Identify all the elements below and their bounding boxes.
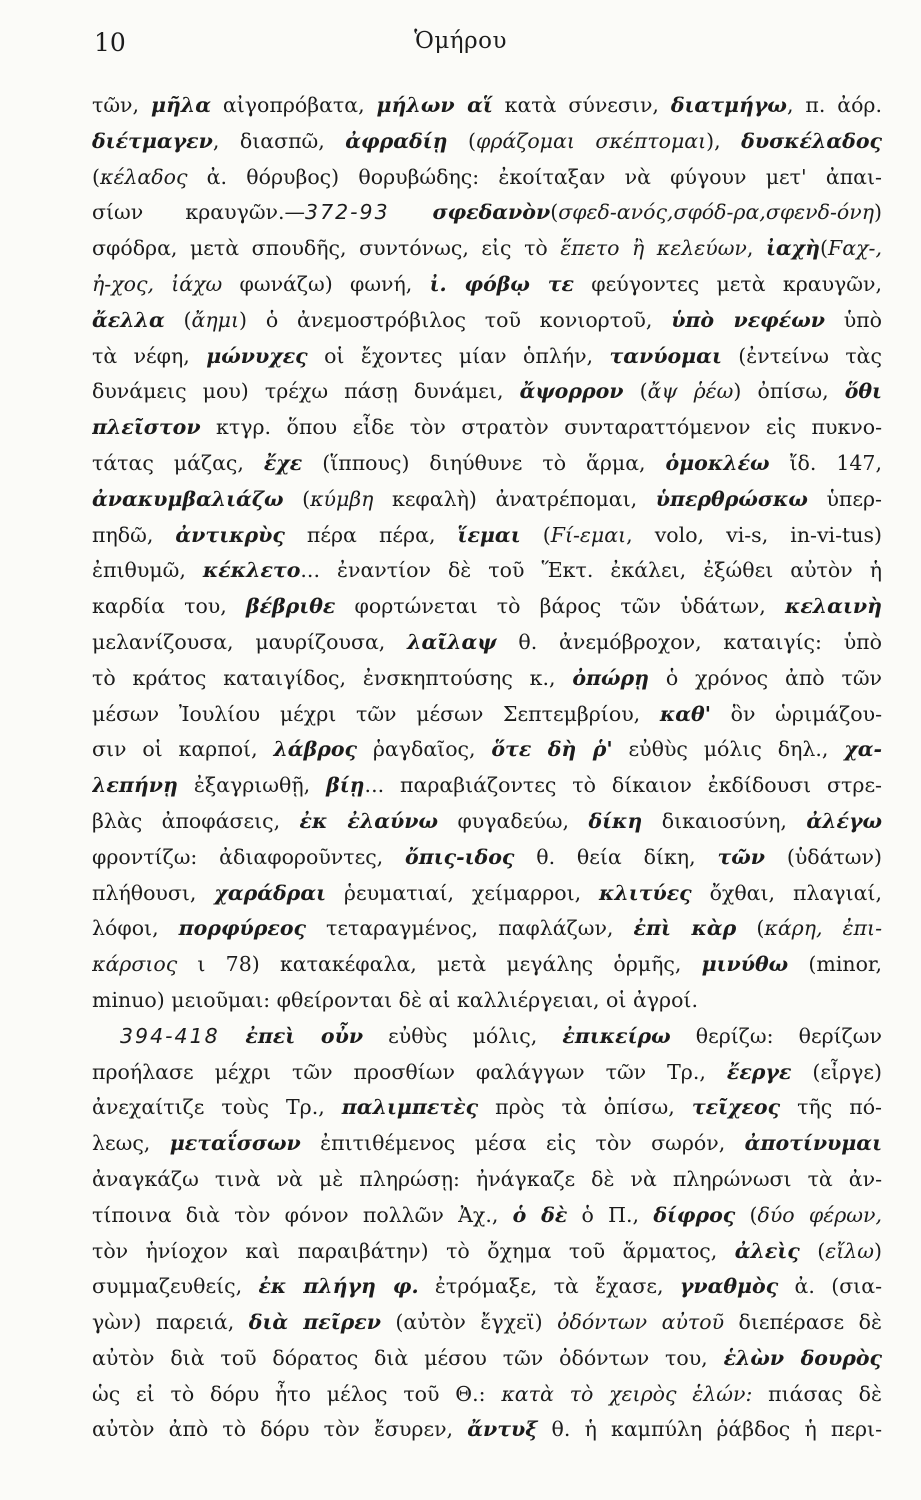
lemma: ἔχε	[263, 450, 303, 475]
text-segment: καρδία του,	[92, 594, 246, 619]
text-line	[92, 840, 882, 876]
text-line	[92, 518, 882, 554]
text-line	[92, 160, 882, 196]
text-line	[92, 1162, 882, 1198]
text-line	[92, 661, 882, 697]
text-segment: ὡς εἰ τὸ δόρυ ἦτο μέλος τοῦ Θ.:	[92, 1381, 502, 1406]
text-segment: εὐθὺς μόλις,	[363, 1023, 563, 1048]
text-segment: τὰ νέφη,	[92, 343, 207, 368]
text-line	[92, 625, 882, 661]
lemma: μώνυχες	[206, 343, 308, 368]
verse-range: 394-418	[120, 1023, 220, 1048]
lemma: ἔεργε	[726, 1059, 792, 1084]
lemma: τεῖχεος	[691, 1095, 781, 1120]
lemma: μεταΐσσων	[169, 1131, 301, 1156]
lemma: ὑπερθρώσκω	[655, 486, 808, 511]
text-segment: φροντίζω: ἀδιαφοροῦντες,	[92, 844, 406, 869]
page-header	[0, 22, 921, 62]
text-segment: )	[874, 200, 882, 225]
lemma: ἀλεὶς	[734, 1238, 800, 1263]
text-segment: , π. ἀόρ.	[786, 93, 882, 117]
text-segment: πιάσας δὲ	[752, 1381, 882, 1406]
text-segment: δυνάμεις μου) τρέχω πάσῃ δυνάμει,	[92, 379, 520, 404]
text-segment: συμμαζευθείς,	[92, 1274, 259, 1299]
text-segment: αὐτὸν διὰ τοῦ δόρατος διὰ μέσου τῶν ὀδόντων του,	[92, 1345, 724, 1370]
text-line	[92, 876, 882, 912]
lemma: ἑλὼν δουρὸς	[723, 1345, 882, 1370]
text-line	[92, 589, 882, 625]
text-segment: ἕπετο ἢ κελεύων	[560, 236, 747, 261]
text-segment: (αὐτὸν ἔγχεϊ)	[380, 1310, 558, 1335]
lemma: κελαινὴ	[784, 594, 882, 619]
lemma: λαῖλαψ	[407, 629, 497, 654]
text-line	[92, 911, 882, 947]
text-segment: ῥαγδαῖος,	[357, 737, 492, 762]
text-segment: (	[736, 916, 765, 941]
lemma: ὅτε δὴ ῥ'	[491, 737, 613, 762]
text-line	[92, 983, 882, 1019]
lemma: μήλων αἵ	[376, 93, 493, 117]
text-segment: σφεδ-ανός,σφόδ-ρα,σφενδ-όνη	[558, 200, 874, 225]
text-segment: κύμβη	[310, 486, 374, 511]
lemma: ὀπώρῃ	[572, 665, 650, 690]
lemma: ἀντικρὺς	[175, 522, 285, 547]
text-segment: (ἐντείνω τὰς	[721, 343, 882, 368]
text-segment: (	[283, 486, 311, 511]
lemma: ἐπικείρω	[562, 1023, 671, 1048]
lemma: βίῃ	[326, 773, 365, 798]
text-segment: ,	[746, 236, 766, 261]
text-line	[92, 1269, 882, 1305]
text-segment: (minor,	[788, 952, 882, 977]
text-segment: ὑπὸ	[824, 307, 882, 332]
text-line	[92, 124, 882, 160]
text-segment: ἐπιτιθέμενος μέσα εἰς τὸν σωρόν,	[300, 1131, 745, 1156]
lemma: ἐπεὶ οὖν	[219, 1023, 364, 1048]
text-segment: κέλαδος	[100, 164, 188, 189]
lemma: μινύθω	[701, 952, 789, 977]
lemma: κέκλετο	[202, 558, 301, 583]
text-segment: κατὰ τὸ χειρὸς ἑλών:	[501, 1381, 753, 1406]
lemma: ἐπὶ κὰρ	[633, 916, 737, 941]
text-segment: φωνάζω) φωνή,	[222, 271, 430, 296]
text-segment: (	[799, 1238, 826, 1263]
text-segment: (ἵππους) διηύθυνε τὸ ἅρμα,	[302, 450, 666, 475]
text-segment: ἐπιθυμῶ,	[92, 558, 203, 583]
lemma: ἀφραδίῃ	[345, 128, 448, 153]
lemma: ἐκ ἐλαύνω	[299, 808, 439, 833]
text-segment: γὼν) παρειά,	[92, 1310, 249, 1335]
text-segment: σίων κραυγῶν.—	[92, 200, 306, 225]
text-segment: (	[520, 522, 551, 547]
text-segment: σιν οἱ καρποί,	[92, 737, 274, 762]
text-segment: σφόδρα, μετὰ σπουδῆς, συντόνως, εἰς τὸ	[92, 236, 561, 261]
text-segment: ὀδόντων αὐτοῦ	[557, 1310, 725, 1335]
text-segment: θ. ἡ καμπύλη ῥάβδος ἡ περι-	[537, 1417, 882, 1442]
text-segment: αἰγοπρόβατα,	[211, 93, 377, 117]
text-segment: δύο φέρων,	[757, 1202, 882, 1227]
lemma: τῶν	[717, 844, 765, 869]
lemma: μῆλα	[150, 93, 211, 117]
text-segment: (	[164, 307, 192, 332]
text-segment: τὸ κράτος καταιγίδος, ἐνσκηπτούσης κ.,	[92, 665, 573, 690]
text-segment: μελανίζουσα, μαυρίζουσα,	[92, 629, 408, 654]
text-segment: (	[92, 164, 100, 189]
text-segment: κατὰ σύνεσιν,	[492, 93, 671, 117]
text-segment: κτγρ. ὅπου εἶδε τὸν στρατὸν συνταραττόμενον εἰς πυκνο-	[200, 415, 882, 440]
text-line	[92, 446, 882, 482]
text-line	[92, 267, 882, 303]
text-segment: ) ὀπίσω,	[733, 379, 845, 404]
text-segment: φυγαδεύω,	[438, 808, 589, 833]
text-line	[92, 303, 882, 339]
lemma: ἀλέγω	[806, 808, 882, 833]
text-segment: αὐτὸν ἀπὸ τὸ δόρυ τὸν ἔσυρεν,	[92, 1417, 468, 1442]
text-segment: )	[874, 1238, 882, 1263]
text-segment: φορτώνεται τὸ βάρος τῶν ὑδάτων,	[335, 594, 785, 619]
text-segment: λόφοι,	[92, 916, 179, 941]
text-segment: ἀ. θόρυβος) θορυβώδης: ἐκοίταξαν νὰ φύγουν μετ' ἀπαι-	[187, 164, 882, 189]
lemma: διατμήγω	[670, 93, 787, 117]
text-line	[92, 1234, 882, 1270]
text-segment: πρὸς τὰ ὀπίσω,	[478, 1095, 692, 1120]
text-segment: προήλασε μέχρι τῶν προσθίων φαλάγγων τῶν Τρ.,	[92, 1059, 727, 1084]
text-segment: πηδῶ,	[92, 522, 176, 547]
text-segment: βλὰς ἀποφάσεις,	[92, 808, 300, 833]
lemma: γναθμὸς	[679, 1274, 779, 1299]
text-segment: (εἶργε)	[791, 1059, 882, 1084]
text-segment: λεως,	[92, 1131, 170, 1156]
verse-range: 372-93	[305, 200, 390, 225]
text-segment: πλήθουσι,	[92, 880, 215, 905]
text-line	[92, 697, 882, 733]
text-segment: ἀναγκάζω τινὰ νὰ μὲ πληρώσῃ: ἠνάγκαζε δὲ νὰ πληρώνωσι τὰ ἀν-	[92, 1166, 882, 1191]
text-line	[92, 804, 882, 840]
lemma: λεπήνῃ	[92, 773, 178, 798]
text-line	[92, 1126, 882, 1162]
text-line	[92, 482, 882, 518]
text-segment: , διασπῶ,	[212, 128, 346, 153]
text-segment: εἴλω	[825, 1238, 874, 1263]
text-segment: τῆς πό-	[780, 1095, 882, 1120]
lemma: ὅθι	[844, 379, 882, 404]
lemma: δίφρος	[653, 1202, 736, 1227]
text-segment: κάρσιος	[92, 952, 178, 977]
running-title: Ὁμήρου	[414, 28, 507, 54]
text-segment: Ϝαχ-,	[828, 236, 882, 261]
text-segment: φράζομαι σκέπτομαι	[475, 128, 707, 153]
lemma: ἰ. φόβῳ τε	[429, 271, 575, 296]
lemma: ὄπις-ιδος	[405, 844, 515, 869]
text-segment: τὸν ἡνίοχον καὶ παραιβάτην) τὸ ὄχημα τοῦ ἅρματος,	[92, 1238, 735, 1263]
text-segment: οἱ ἔχοντες μίαν ὁπλήν,	[307, 343, 610, 368]
text-segment: ) ὁ ἀνεμοστρόβιλος τοῦ κονιορτοῦ,	[239, 307, 672, 332]
lemma: δυσκέλαδος	[741, 128, 882, 153]
text-line	[92, 947, 882, 983]
text-segment: φεύγοντες μετὰ κραυγῶν,	[574, 271, 882, 296]
text-line	[92, 1341, 882, 1377]
lemma: κλιτύες	[599, 880, 692, 905]
text-segment: ... παραβιάζοντες τὸ δίκαιον ἐκδίδουσι στρε-	[364, 773, 882, 798]
text-segment: , volo, vi-s, in-vi-tus)	[626, 522, 882, 547]
text-line	[92, 195, 882, 231]
text-line	[92, 553, 882, 589]
lemma: παλιμπετὲς	[341, 1095, 479, 1120]
text-line	[92, 1377, 882, 1413]
text-segment: κεφαλὴ) ἀνατρέπομαι,	[373, 486, 656, 511]
text-segment: δικαιοσύνη,	[642, 808, 807, 833]
lemma: ἄντυξ	[467, 1417, 538, 1442]
lemma: χα-	[844, 737, 882, 762]
text-segment: (ὑδάτων)	[764, 844, 882, 869]
lemma: ὑπὸ νεφέων	[671, 307, 825, 332]
text-line	[92, 410, 882, 446]
lemma: τανύομαι	[609, 343, 722, 368]
text-segment: (	[623, 379, 648, 404]
lemma: ἐκ πλήγη φ.	[258, 1274, 419, 1299]
text-line	[92, 732, 882, 768]
text-segment: θ. θεία δίκη,	[514, 844, 718, 869]
text-segment: τάτας μάζας,	[92, 450, 264, 475]
text-segment: ... ἐναντίον δὲ τοῦ Ἕκτ. ἐκάλει, ἐξώθει αὐτὸν ἡ	[300, 558, 882, 583]
text-segment: minuo) μειοῦμαι: φθείρονται δὲ αἱ καλλιέργειαι, οἱ ἀγροί.	[92, 987, 698, 1012]
text-line	[92, 1198, 882, 1234]
text-segment: τῶν,	[92, 93, 151, 117]
text-segment: ἠ-χος, ἰάχω	[92, 271, 223, 296]
text-segment: θερίζω: θερίζων	[670, 1023, 882, 1048]
text-segment: ),	[706, 128, 742, 153]
text-segment: διεπέρασε δὲ	[724, 1310, 882, 1335]
text-segment: ὁ Π.,	[567, 1202, 654, 1227]
text-line	[92, 374, 882, 410]
text-segment: ἄψ ῥέω	[647, 379, 734, 404]
lemma: πορφύρεος	[178, 916, 306, 941]
lemma: ὁμοκλέω	[665, 450, 770, 475]
text-segment: ι 78) κατακέφαλα, μετὰ μεγάλης ὁρμῆς,	[177, 952, 702, 977]
lemma: ἀνακυμβαλιάζω	[92, 486, 284, 511]
lemma: χαράδραι	[214, 880, 327, 905]
text-line	[92, 1055, 882, 1091]
text-line	[92, 88, 882, 124]
text-segment: (	[735, 1202, 758, 1227]
lemma: ἄελλα	[92, 307, 165, 332]
text-segment: ἄημι	[191, 307, 240, 332]
text-segment: τίποινα διὰ τὸν φόνον πολλῶν Ἀχ.,	[92, 1202, 513, 1227]
text-line	[92, 1412, 882, 1448]
text-segment: ἀνεχαίτιζε τοὺς Τρ.,	[92, 1095, 342, 1120]
lemma: λάβρος	[273, 737, 357, 762]
lemma: ἄψορρον	[519, 379, 624, 404]
text-segment: ἴδ. 147,	[769, 450, 882, 475]
text-line	[92, 231, 882, 267]
text-line	[92, 1019, 882, 1055]
text-segment: ὄχθαι, πλαγιαί,	[691, 880, 882, 905]
lemma: ἰαχὴ	[765, 236, 821, 261]
text-line	[92, 339, 882, 375]
lemma: διὰ πεῖρεν	[248, 1310, 381, 1335]
text-segment: ὃν ὡριμάζου-	[710, 701, 882, 726]
lemma: καθ'	[659, 701, 711, 726]
text-segment: ὑπερ-	[807, 486, 882, 511]
text-segment: ῥευματιαί, χείμαρροι,	[326, 880, 600, 905]
page-number: 10	[94, 28, 126, 57]
lemma: διέτμαγεν	[92, 128, 213, 153]
text-segment: θ. ἀνεμόβροχον, καταιγίς: ὑπὸ	[496, 629, 882, 654]
text-segment: ὁ χρόνος ἀπὸ τῶν	[649, 665, 882, 690]
text-segment: Ϝί-εμαι	[550, 522, 627, 547]
text-segment: (	[550, 200, 559, 225]
text-segment: ἐτρόμαξε, τὰ ἔχασε,	[418, 1274, 680, 1299]
text-segment: τεταραγμένος, παφλάζων,	[305, 916, 634, 941]
lemma: ὁ δὲ	[512, 1202, 568, 1227]
lemma: βέβριθε	[245, 594, 336, 619]
text-segment: κάρη, ἐπι-	[764, 916, 882, 941]
text-line	[92, 1090, 882, 1126]
lemma: σφεδανὸν	[389, 200, 551, 225]
text-segment: (	[820, 236, 829, 261]
text-segment: εὐθὺς μόλις δηλ.,	[612, 737, 845, 762]
commentary-text	[92, 88, 882, 1448]
lemma: πλεῖστον	[92, 415, 201, 440]
text-segment: μέσων Ἰουλίου μέχρι τῶν μέσων Σεπτεμβρίου,	[92, 701, 660, 726]
lemma: δίκη	[588, 808, 643, 833]
lemma: ἀποτίνυμαι	[744, 1131, 882, 1156]
lemma: ἵεμαι	[457, 522, 521, 547]
text-segment: ἀ. (σια-	[778, 1274, 882, 1299]
text-segment: (	[447, 128, 476, 153]
text-line	[92, 768, 882, 804]
text-segment: ἐξαγριωθῇ,	[177, 773, 327, 798]
text-line	[92, 1305, 882, 1341]
text-segment: πέρα πέρα,	[284, 522, 458, 547]
